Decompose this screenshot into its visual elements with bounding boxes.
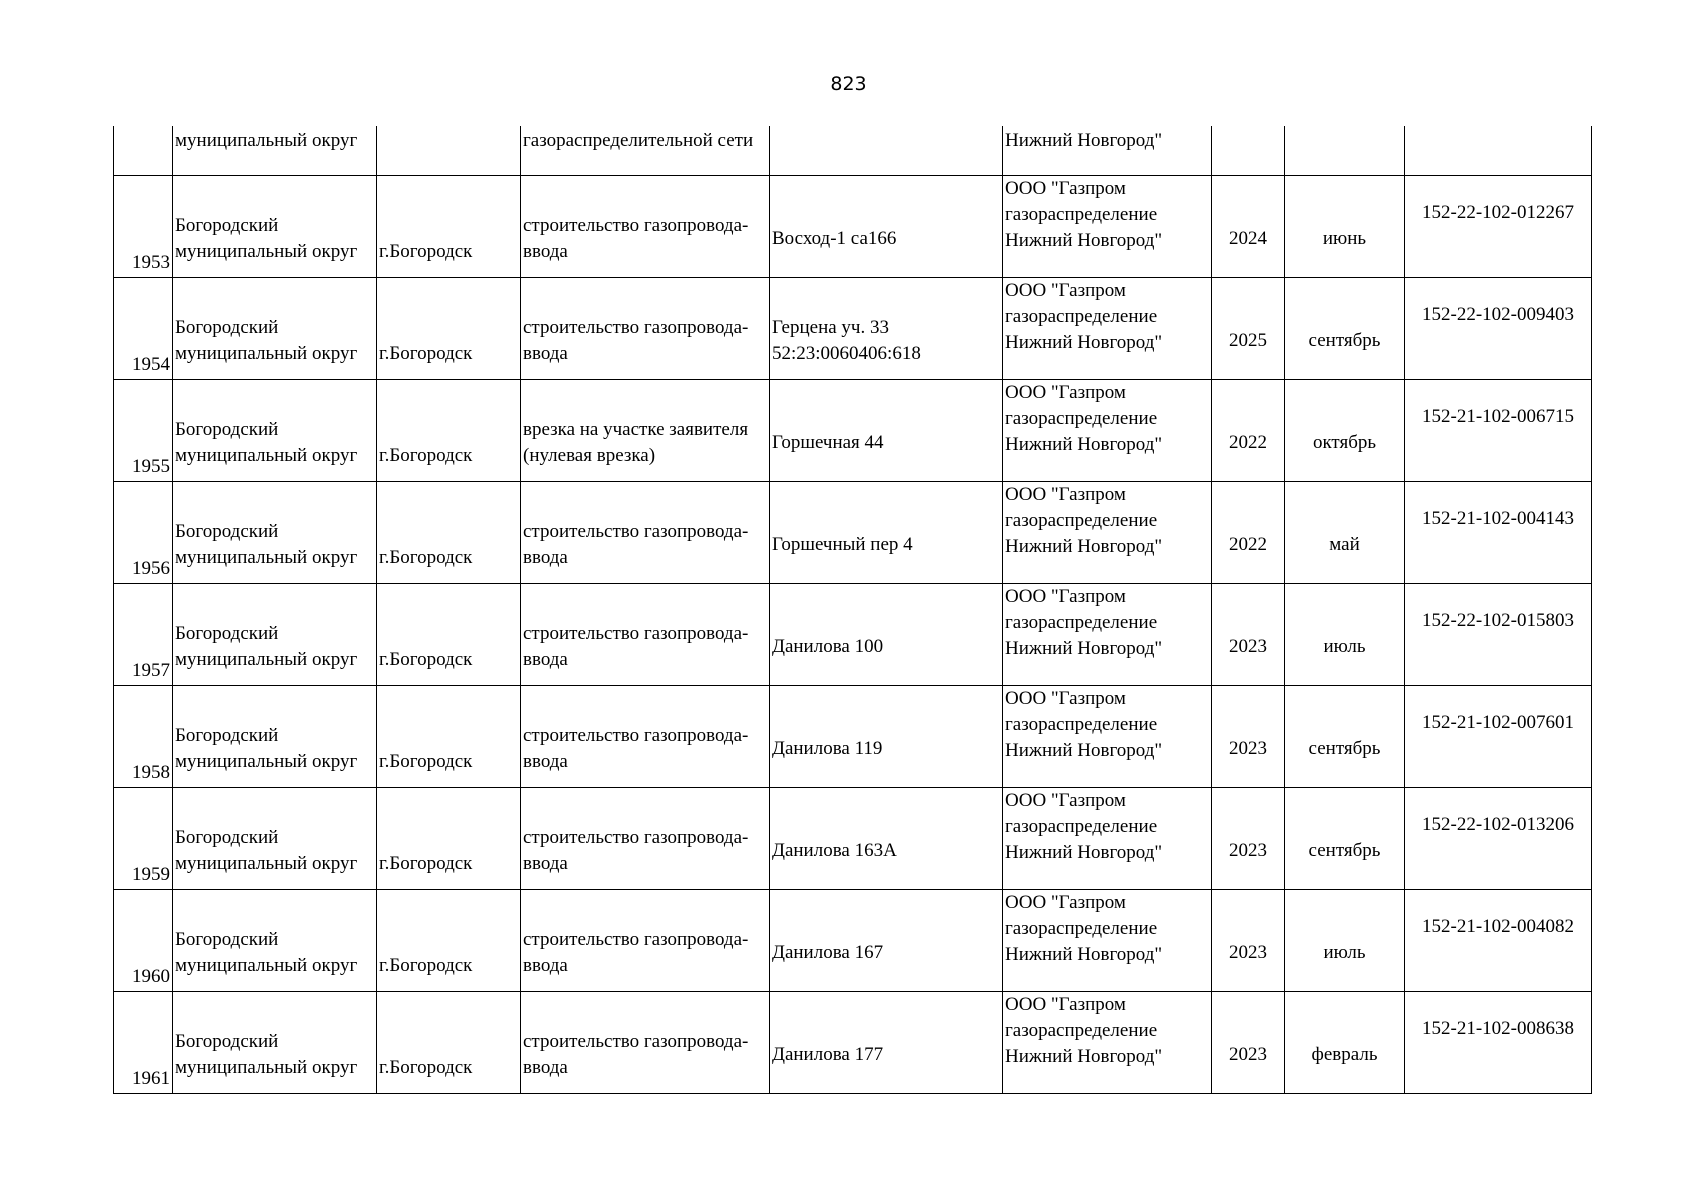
work-line: строительство газопровода- xyxy=(523,725,749,746)
cell-year: 2025 xyxy=(1212,277,1285,379)
table-row xyxy=(114,277,1592,379)
cell-year: 2022 xyxy=(1212,481,1285,583)
work-line: строительство газопровода- xyxy=(523,317,749,338)
cell-code: 152-21-102-004143 xyxy=(1405,481,1592,583)
cell-city xyxy=(377,126,521,175)
cell-org xyxy=(1003,379,1212,481)
cell-city: г.Богородск xyxy=(377,685,521,787)
district-line: муниципальный округ xyxy=(175,649,358,670)
cell-district xyxy=(173,175,377,277)
cell-district xyxy=(173,685,377,787)
work-line: строительство газопровода- xyxy=(523,215,749,236)
cell-year: 2023 xyxy=(1212,889,1285,991)
address-line: Данилова 167 xyxy=(772,942,884,963)
org-line: ООО "Газпром xyxy=(1005,177,1126,199)
gas-connection-table xyxy=(113,126,1592,1094)
org-line: газораспределение xyxy=(1005,203,1158,225)
address-line: Данилова 177 xyxy=(772,1044,884,1065)
cell-work: газораспределительной сети xyxy=(521,126,770,175)
cell-district xyxy=(173,889,377,991)
org-line: Нижний Новгород" xyxy=(1005,331,1163,353)
cell-address xyxy=(770,481,1003,583)
org-line: Нижний Новгород" xyxy=(1005,1045,1163,1067)
cell-month: октябрь xyxy=(1285,379,1405,481)
table-row xyxy=(114,685,1592,787)
cell-month: июнь xyxy=(1285,175,1405,277)
work-line: ввода xyxy=(523,1057,568,1078)
cell-code: 152-22-102-012267 xyxy=(1405,175,1592,277)
work-line: врезка на участке заявителя xyxy=(523,419,749,440)
cell-address xyxy=(770,889,1003,991)
cell-org xyxy=(1003,685,1212,787)
cell-num xyxy=(114,126,173,175)
address-line: Восход-1 са166 xyxy=(772,228,897,249)
cell-num: 1956 xyxy=(114,481,173,583)
cell-year: 2023 xyxy=(1212,583,1285,685)
table-row xyxy=(114,991,1592,1093)
org-line: Нижний Новгород" xyxy=(1005,535,1163,557)
cell-year xyxy=(1212,126,1285,175)
work-line: (нулевая врезка) xyxy=(523,445,656,466)
org-line: ООО "Газпром xyxy=(1005,789,1126,811)
cell-num: 1954 xyxy=(114,277,173,379)
cell-month: июль xyxy=(1285,583,1405,685)
org-line: газораспределение xyxy=(1005,509,1158,531)
cell-code: 152-22-102-013206 xyxy=(1405,787,1592,889)
district-line: Богородский xyxy=(175,623,279,644)
district-line: муниципальный округ xyxy=(175,343,358,364)
cell-district: муниципальный округ xyxy=(173,126,377,175)
work-line: строительство газопровода- xyxy=(523,929,749,950)
table-row xyxy=(114,481,1592,583)
org-line: ООО "Газпром xyxy=(1005,483,1126,505)
work-line: строительство газопровода- xyxy=(523,827,749,848)
address-line: Данилова 163А xyxy=(772,840,897,861)
cell-city: г.Богородск xyxy=(377,787,521,889)
work-line: ввода xyxy=(523,649,568,670)
district-line: Богородский xyxy=(175,521,279,542)
cell-work xyxy=(521,583,770,685)
district-line: Богородский xyxy=(175,725,279,746)
district-line: Богородский xyxy=(175,317,279,338)
district-line: муниципальный округ xyxy=(175,955,358,976)
cell-code: 152-21-102-008638 xyxy=(1405,991,1592,1093)
cell-month: июль xyxy=(1285,889,1405,991)
cell-org xyxy=(1003,277,1212,379)
org-line: Нижний Новгород" xyxy=(1005,229,1163,251)
address-line: 52:23:0060406:618 xyxy=(772,343,921,364)
cell-org: Нижний Новгород" xyxy=(1003,126,1212,175)
org-line: ООО "Газпром xyxy=(1005,993,1126,1015)
cell-month: май xyxy=(1285,481,1405,583)
cell-code: 152-21-102-006715 xyxy=(1405,379,1592,481)
district-line: Богородский xyxy=(175,419,279,440)
cell-city: г.Богородск xyxy=(377,481,521,583)
cell-num: 1953 xyxy=(114,175,173,277)
work-line: ввода xyxy=(523,751,568,772)
cell-month xyxy=(1285,126,1405,175)
org-line: ООО "Газпром xyxy=(1005,381,1126,403)
cell-work xyxy=(521,991,770,1093)
org-line: Нижний Новгород" xyxy=(1005,841,1163,863)
org-line: газораспределение xyxy=(1005,611,1158,633)
table-row xyxy=(114,787,1592,889)
cell-year: 2023 xyxy=(1212,685,1285,787)
page-number: 823 xyxy=(830,73,867,95)
cell-month: сентябрь xyxy=(1285,277,1405,379)
cell-year: 2023 xyxy=(1212,991,1285,1093)
cell-district xyxy=(173,277,377,379)
cell-work xyxy=(521,481,770,583)
cell-code xyxy=(1405,126,1592,175)
work-line: строительство газопровода- xyxy=(523,623,749,644)
cell-city: г.Богородск xyxy=(377,379,521,481)
org-line: ООО "Газпром xyxy=(1005,585,1126,607)
table-row xyxy=(114,889,1592,991)
cell-address xyxy=(770,277,1003,379)
cell-address xyxy=(770,379,1003,481)
work-line: ввода xyxy=(523,547,568,568)
cell-code: 152-21-102-004082 xyxy=(1405,889,1592,991)
cell-address xyxy=(770,126,1003,175)
district-line: муниципальный округ xyxy=(175,241,358,262)
district-line: Богородский xyxy=(175,215,279,236)
cell-num: 1955 xyxy=(114,379,173,481)
district-line: Богородский xyxy=(175,1031,279,1052)
cell-year: 2023 xyxy=(1212,787,1285,889)
cell-address xyxy=(770,175,1003,277)
cell-city: г.Богородск xyxy=(377,991,521,1093)
cell-district xyxy=(173,787,377,889)
cell-code: 152-21-102-007601 xyxy=(1405,685,1592,787)
district-line: муниципальный округ xyxy=(175,547,358,568)
org-line: газораспределение xyxy=(1005,1019,1158,1041)
org-line: Нижний Новгород" xyxy=(1005,637,1163,659)
cell-work xyxy=(521,277,770,379)
work-line: строительство газопровода- xyxy=(523,521,749,542)
org-line: газораспределение xyxy=(1005,305,1158,327)
address-line: Горшечный пер 4 xyxy=(772,534,913,555)
cell-code: 152-22-102-015803 xyxy=(1405,583,1592,685)
cell-address xyxy=(770,991,1003,1093)
org-line: газораспределение xyxy=(1005,407,1158,429)
work-line: ввода xyxy=(523,955,568,976)
table-row xyxy=(114,175,1592,277)
cell-year: 2022 xyxy=(1212,379,1285,481)
cell-work xyxy=(521,379,770,481)
cell-org xyxy=(1003,481,1212,583)
district-line: Богородский xyxy=(175,827,279,848)
cell-org xyxy=(1003,175,1212,277)
cell-org xyxy=(1003,583,1212,685)
cell-work xyxy=(521,685,770,787)
district-line: муниципальный округ xyxy=(175,853,358,874)
cell-district xyxy=(173,991,377,1093)
org-line: Нижний Новгород" xyxy=(1005,739,1163,761)
cell-org xyxy=(1003,787,1212,889)
cell-month: сентябрь xyxy=(1285,787,1405,889)
org-line: Нижний Новгород" xyxy=(1005,943,1163,965)
cell-city: г.Богородск xyxy=(377,175,521,277)
work-line: ввода xyxy=(523,343,568,364)
cell-work xyxy=(521,787,770,889)
cell-org xyxy=(1003,991,1212,1093)
work-line: строительство газопровода- xyxy=(523,1031,749,1052)
table-row xyxy=(114,379,1592,481)
table-row xyxy=(114,583,1592,685)
cell-month: сентябрь xyxy=(1285,685,1405,787)
cell-city: г.Богородск xyxy=(377,889,521,991)
work-line: ввода xyxy=(523,853,568,874)
cell-address xyxy=(770,787,1003,889)
cell-code: 152-22-102-009403 xyxy=(1405,277,1592,379)
district-line: муниципальный округ xyxy=(175,751,358,772)
work-line: ввода xyxy=(523,241,568,262)
address-line: Горшечная 44 xyxy=(772,432,884,453)
cell-num: 1959 xyxy=(114,787,173,889)
cell-district xyxy=(173,379,377,481)
district-line: Богородский xyxy=(175,929,279,950)
address-line: Данилова 100 xyxy=(772,636,884,657)
district-line: муниципальный округ xyxy=(175,445,358,466)
org-line: ООО "Газпром xyxy=(1005,687,1126,709)
cell-org xyxy=(1003,889,1212,991)
cell-work xyxy=(521,175,770,277)
address-line: Данилова 119 xyxy=(772,738,883,759)
org-line: газораспределение xyxy=(1005,815,1158,837)
cell-address xyxy=(770,685,1003,787)
org-line: ООО "Газпром xyxy=(1005,891,1126,913)
cell-num: 1958 xyxy=(114,685,173,787)
org-line: газораспределение xyxy=(1005,713,1158,735)
address-line: Герцена уч. 33 xyxy=(772,317,889,338)
cell-num: 1960 xyxy=(114,889,173,991)
cell-year: 2024 xyxy=(1212,175,1285,277)
continuation-row xyxy=(114,126,1592,175)
cell-city: г.Богородск xyxy=(377,277,521,379)
cell-num: 1961 xyxy=(114,991,173,1093)
org-line: газораспределение xyxy=(1005,917,1158,939)
cell-city: г.Богородск xyxy=(377,583,521,685)
org-line: ООО "Газпром xyxy=(1005,279,1126,301)
cell-district xyxy=(173,583,377,685)
org-line: Нижний Новгород" xyxy=(1005,433,1163,455)
cell-month: февраль xyxy=(1285,991,1405,1093)
cell-address xyxy=(770,583,1003,685)
cell-num: 1957 xyxy=(114,583,173,685)
district-line: муниципальный округ xyxy=(175,1057,358,1078)
cell-district xyxy=(173,481,377,583)
cell-work xyxy=(521,889,770,991)
